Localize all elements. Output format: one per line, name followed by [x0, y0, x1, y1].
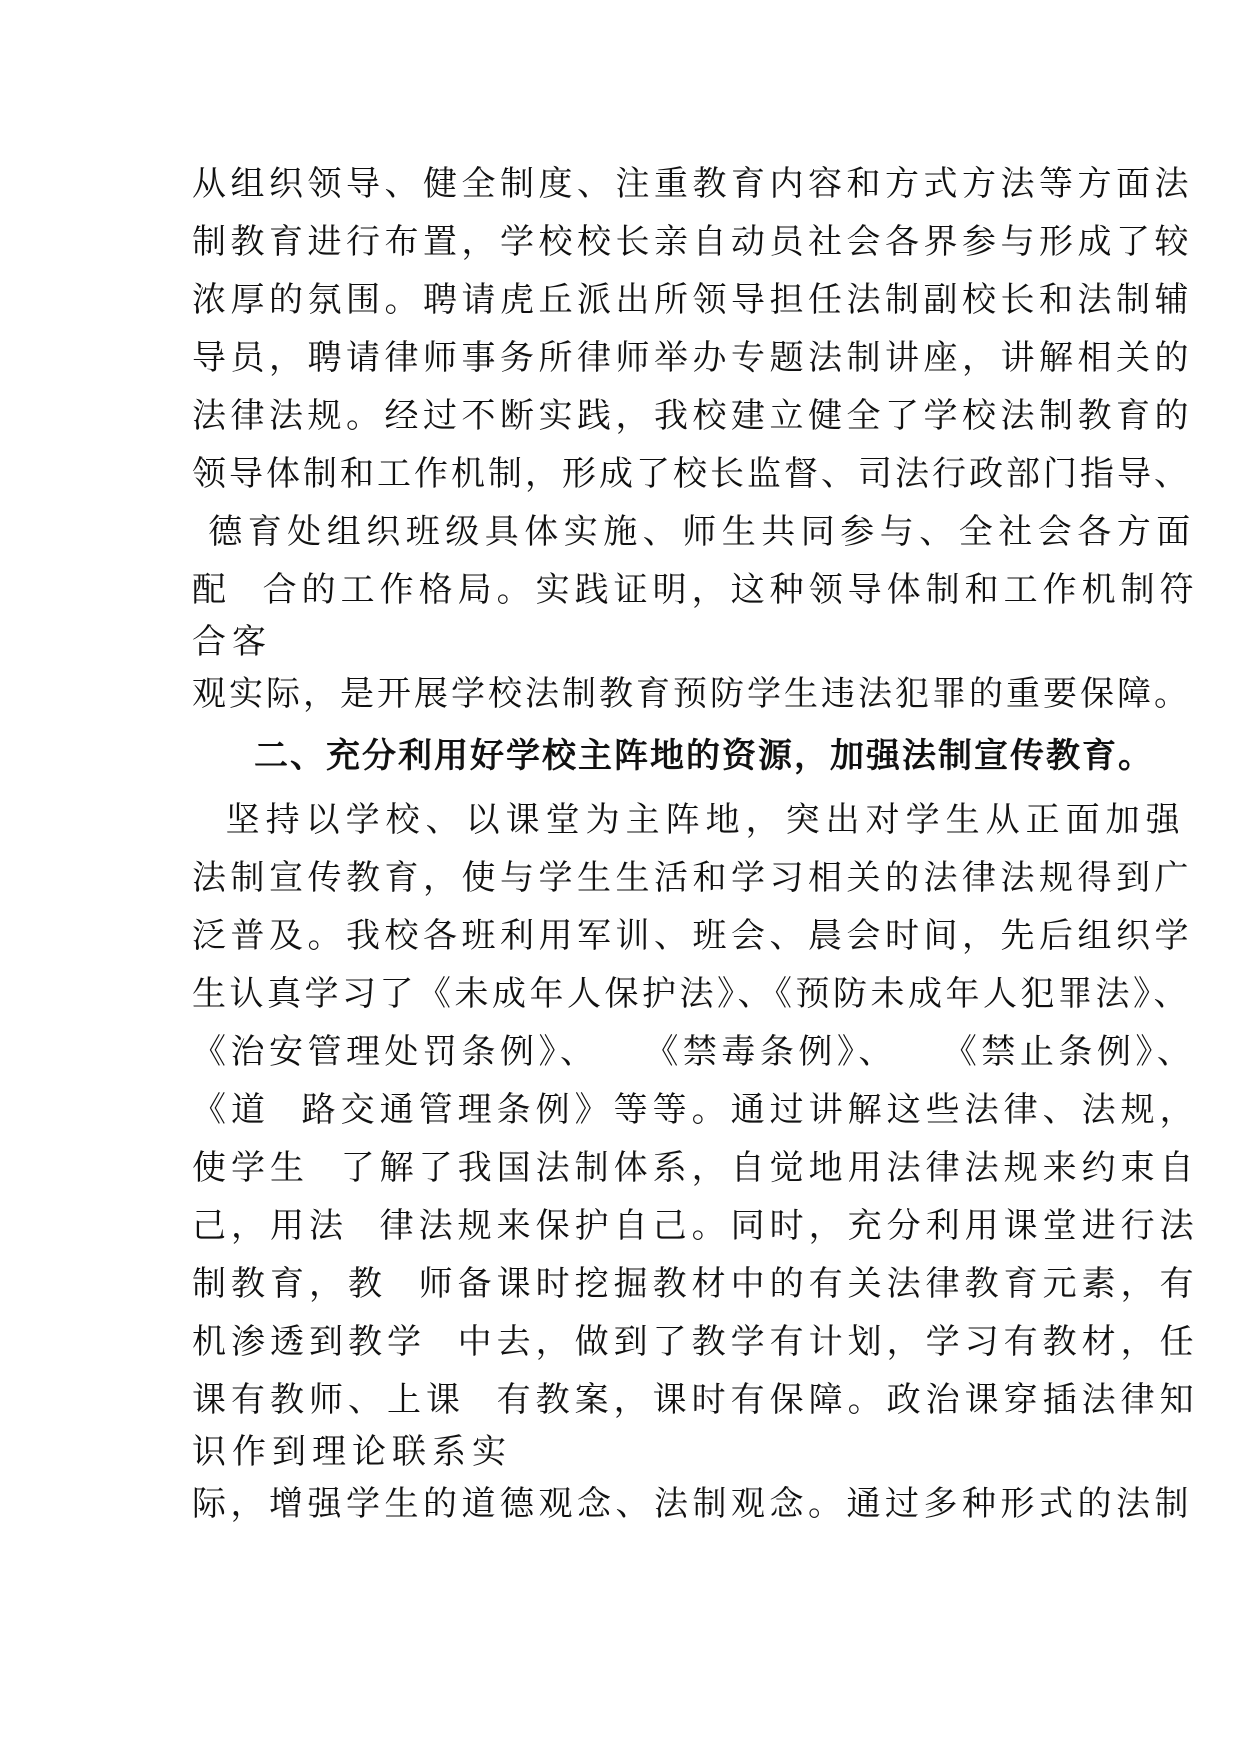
paragraph-line: 泛普及。我校各班利用军训、班会、晨会时间，先后组织学	[192, 916, 1193, 956]
paragraph-line: 法律法规。经过不断实践，我校建立健全了学校法制教育的	[192, 396, 1193, 436]
paragraph-line: 坚持以学校、以课堂为主阵地，突出对学生从正面加强	[192, 800, 1186, 840]
paragraph-line: 领导体制和工作机制，形成了校长监督、司法行政部门指导、	[192, 454, 1191, 494]
paragraph-line: 观实际，是开展学校法制教育预防学生违法犯罪的重要保障。	[192, 674, 1191, 714]
paragraph-line: 课有教师、上课 有教案，课时有保障。政治课穿插法律知	[192, 1380, 1199, 1420]
paragraph-line: 《治安管理处罚条例》、 《禁毒条例》、 《禁止条例》、	[192, 1032, 1196, 1072]
paragraph-line: 配 合的工作格局。实践证明，这种领导体制和工作机制符	[192, 570, 1199, 610]
paragraph-line: 己，用法 律法规来保护自己。同时，充分利用课堂进行法	[192, 1206, 1199, 1246]
paragraph-line: 导员，聘请律师事务所律师举办专题法制讲座，讲解相关的	[192, 338, 1193, 378]
paragraph-line: 制教育，教 师备课时挖掘教材中的有关法律教育元素，有	[192, 1264, 1199, 1304]
section-heading: 二、充分利用好学校主阵地的资源，加强法制宣传教育。	[254, 736, 1154, 776]
paragraph-line: 制教育进行布置，学校校长亲自动员社会各界参与形成了较	[192, 222, 1193, 262]
paragraph-line: 际，增强学生的道德观念、法制观念。通过多种形式的法制	[192, 1484, 1193, 1524]
paragraph-line: 从组织领导、健全制度、注重教育内容和方式方法等方面法	[192, 164, 1193, 204]
paragraph-line: 使学生 了解了我国法制体系，自觉地用法律法规来约束自	[192, 1148, 1199, 1188]
paragraph-line: 法制宣传教育，使与学生生活和学习相关的法律法规得到广	[192, 858, 1193, 898]
paragraph-line: 浓厚的氛围。聘请虎丘派出所领导担任法制副校长和法制辅	[192, 280, 1193, 320]
paragraph-line: 机渗透到教学 中去，做到了教学有计划，学习有教材，任	[192, 1322, 1199, 1362]
paragraph-line: 生认真学习了《未成年人保护法》、《预防未成年人犯罪法》、	[192, 974, 1191, 1014]
paragraph-line: 《道 路交通管理条例》等等。通过讲解这些法律、法规，	[192, 1090, 1199, 1130]
paragraph-line: 识作到理论联系实	[192, 1432, 512, 1472]
paragraph-line: 合客	[192, 622, 272, 662]
paragraph-line: 德育处组织班级具体实施、师生共同参与、全社会各方面	[192, 512, 1196, 552]
